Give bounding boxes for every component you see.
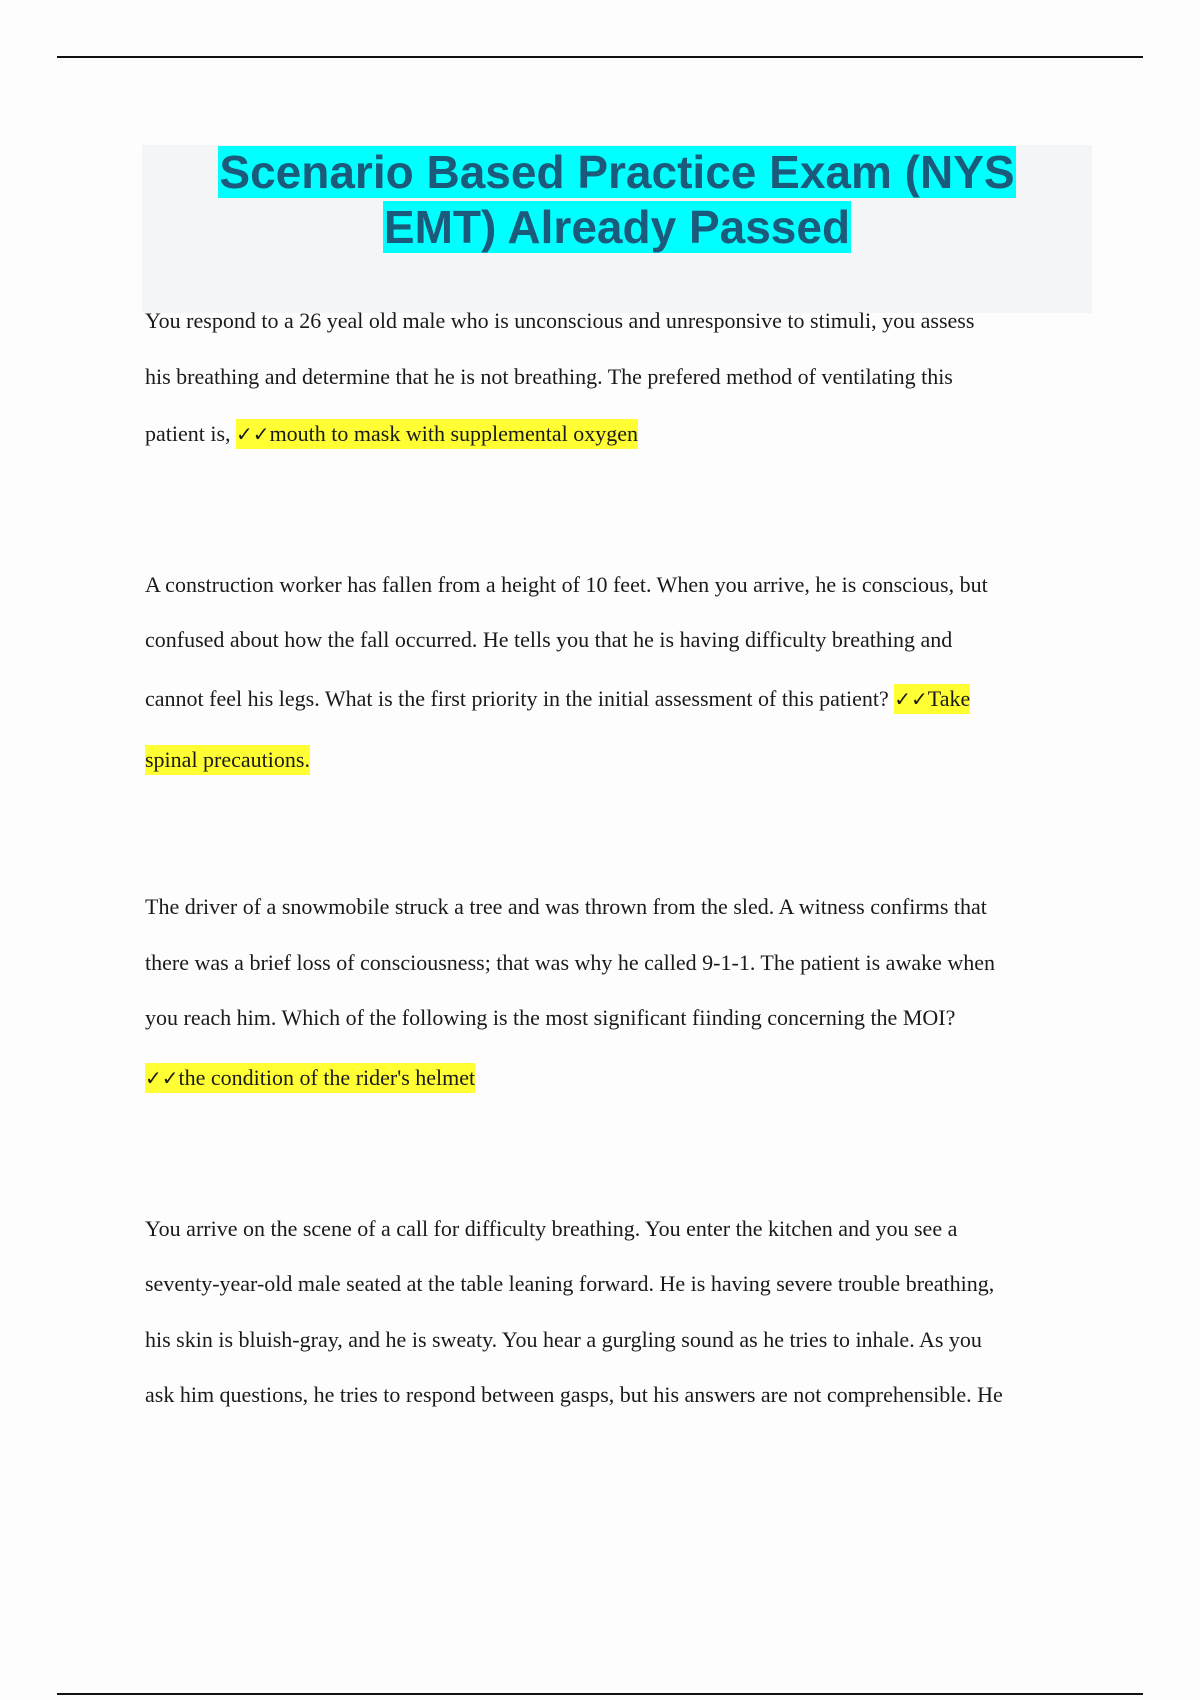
answer-highlight (145, 1063, 475, 1093)
question-text: his breathing and determine that he is not breathing. The prefered method of ventilating this (145, 364, 953, 389)
question-text: You arrive on the scene of a call for difficulty breathing. You enter the kitchen and you see a (145, 1216, 958, 1241)
answer-text: the condition of the rider's helmet (178, 1065, 476, 1090)
header-rule (57, 56, 1143, 58)
check-mark-icon: ✓✓ (894, 687, 928, 711)
page-title-line-1: Scenario Based Practice Exam (NYS (219, 146, 1015, 198)
question-text: ask him questions, he tries to respond between gasps, but his answers are not comprehensible. He (145, 1382, 1003, 1407)
answer-highlight (894, 684, 970, 714)
question-text: there was a brief loss of consciousness; that was why he called 9-1-1. The patient is awake when (145, 950, 996, 975)
question-text: his skin is bluish-gray, and he is sweaty. You hear a gurgling sound as he tries to inhale. As you (145, 1327, 982, 1352)
answer-text: Take (927, 686, 971, 711)
question-text: you reach him. Which of the following is the most significant fiinding concerning the MOI? (145, 1005, 956, 1030)
question-text: A construction worker has fallen from a height of 10 feet. When you arrive, he is conscious, but (145, 572, 988, 597)
question-text: patient is, (145, 421, 237, 446)
question-text: The driver of a snowmobile struck a tree and was thrown from the sled. A witness confirms that (145, 894, 987, 919)
title-banner (142, 145, 1092, 313)
question-text: You respond to a 26 yeal old male who is unconscious and unresponsive to stimuli, you assess (145, 308, 975, 333)
page-title-line-2: EMT) Already Passed (383, 201, 851, 253)
answer-text: mouth to mask with supplemental oxygen (269, 421, 639, 446)
answer-highlight (236, 419, 638, 449)
question-text: cannot feel his legs. What is the first priority in the initial assessment of this patient? (145, 686, 895, 711)
answer-text: spinal precautions. (145, 747, 310, 772)
question-text: confused about how the fall occurred. He tells you that he is having difficulty breathing and (145, 627, 953, 652)
check-mark-icon: ✓✓ (236, 422, 270, 446)
footer-rule (57, 1693, 1143, 1695)
check-mark-icon: ✓✓ (145, 1066, 179, 1090)
answer-highlight (145, 745, 310, 775)
question-text: seventy-year-old male seated at the table leaning forward. He is having severe trouble breathing, (145, 1271, 995, 1296)
